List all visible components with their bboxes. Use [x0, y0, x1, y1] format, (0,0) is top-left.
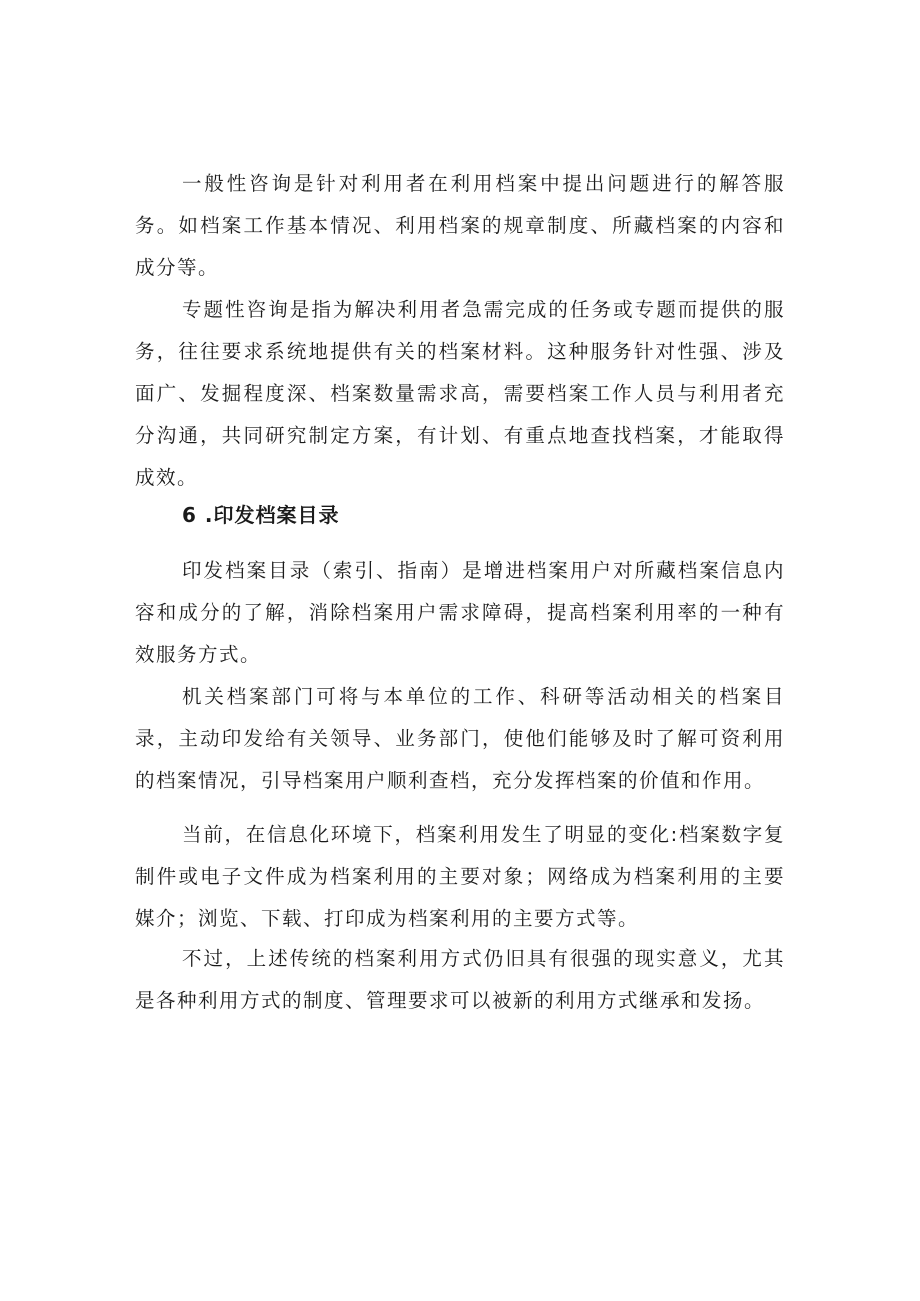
paragraph-traditional-significance: 不过，上述传统的档案利用方式仍旧具有很强的现实意义，尤其是各种利用方式的制度、管理要求可以被新的利用方式继承和发扬。 — [135, 947, 785, 1012]
paragraph-catalog-distribution: 机关档案部门可将与本单位的工作、科研等活动相关的档案目录，主动印发给有关领导、业务部门，使他们能够及时了解可资利用的档案情况，引导档案用户顺利查档，充分发挥档案的价值和作用。 — [135, 685, 785, 792]
paragraph-digital-environment: 当前，在信息化环境下，档案利用发生了明显的变化:档案数字复制件或电子文件成为档案利用的主要对象；网络成为档案利用的主要媒介；浏览、下载、打印成为档案利用的主要方式等。 — [135, 823, 785, 930]
paragraph-catalog-intro: 印发档案目录（索引、指南）是增进档案用户对所藏档案信息内容和成分的了解，消除档案用户需求障碍，提高档案利用率的一种有效服务方式。 — [135, 559, 785, 666]
section-heading: 6 .印发档案目录 — [182, 503, 340, 527]
paragraph-general-consulting: 一般性咨询是针对利用者在利用档案中提出问题进行的解答服务。如档案工作基本情况、利用档案的规章制度、所藏档案的内容和成分等。 — [135, 172, 785, 279]
paragraph-special-consulting: 专题性咨询是指为解决利用者急需完成的任务或专题而提供的服务，往往要求系统地提供有关的档案材料。这种服务针对性强、涉及面广、发掘程度深、档案数量需求高，需要档案工作人员与利用者充分沟通，共同研究制定方案，有计划、有重点地查找档案，才能取得成效。 — [135, 298, 785, 489]
